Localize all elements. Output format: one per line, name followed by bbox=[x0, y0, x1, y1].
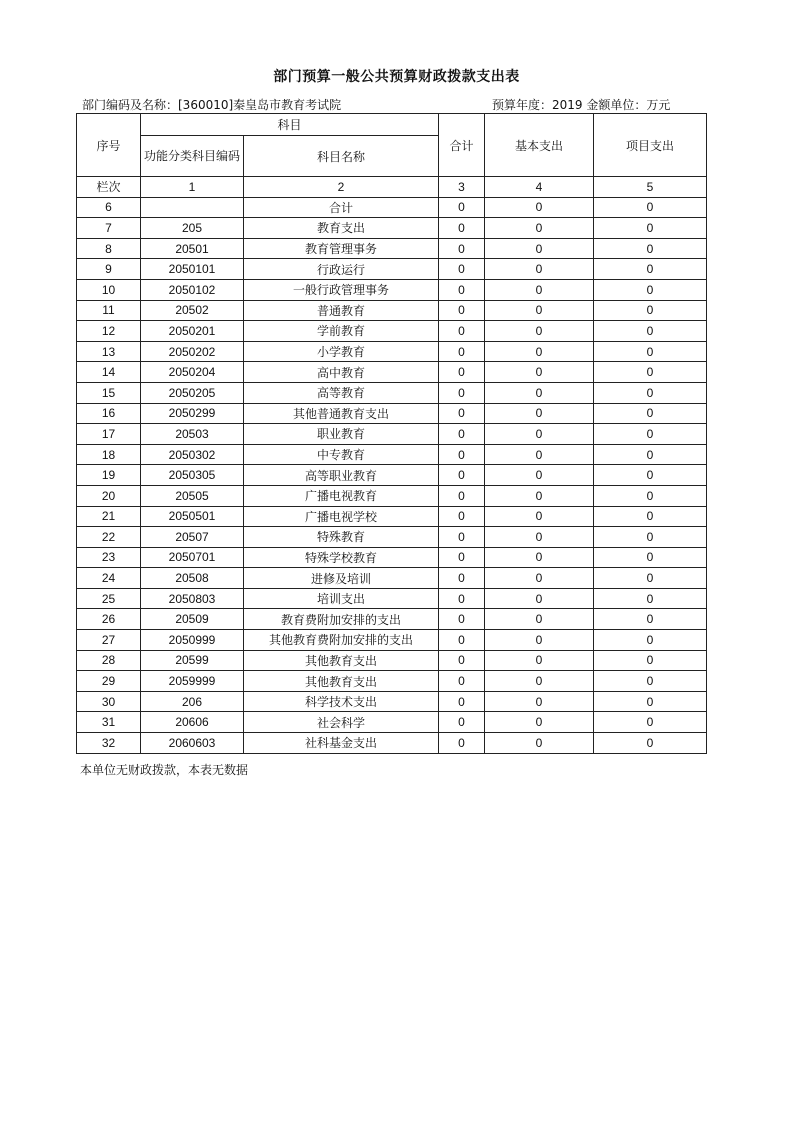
header-code: 功能分类科目编码 bbox=[141, 136, 244, 177]
cell-basic: 0 bbox=[485, 733, 594, 754]
cell-total: 0 bbox=[439, 465, 485, 486]
cell-basic: 0 bbox=[485, 609, 594, 630]
table-row bbox=[77, 465, 707, 486]
cell-name: 教育管理事务 bbox=[244, 238, 439, 259]
cell-total: 0 bbox=[439, 588, 485, 609]
cell-total: 0 bbox=[439, 733, 485, 754]
cell-total: 0 bbox=[439, 444, 485, 465]
cell-project: 0 bbox=[594, 588, 707, 609]
cell-name: 社会科学 bbox=[244, 712, 439, 733]
cell-basic: 0 bbox=[485, 321, 594, 342]
cell-project: 0 bbox=[594, 506, 707, 527]
cell-seq: 16 bbox=[77, 403, 141, 424]
cell-name: 一般行政管理事务 bbox=[244, 279, 439, 300]
cell-basic: 0 bbox=[485, 547, 594, 568]
cell-seq: 18 bbox=[77, 444, 141, 465]
cell-seq: 9 bbox=[77, 259, 141, 280]
cell-total: 0 bbox=[439, 650, 485, 671]
cell-code: 20507 bbox=[141, 527, 244, 548]
cell-project: 0 bbox=[594, 671, 707, 692]
footnote: 本单位无财政拨款，本表无数据 bbox=[80, 763, 249, 777]
cell-total: 0 bbox=[439, 238, 485, 259]
cell-code: 20509 bbox=[141, 609, 244, 630]
cell-project: 0 bbox=[594, 485, 707, 506]
cell-project: 0 bbox=[594, 424, 707, 445]
cell-basic: 0 bbox=[485, 279, 594, 300]
cell-seq: 15 bbox=[77, 382, 141, 403]
cell-code: 20508 bbox=[141, 568, 244, 589]
table-row bbox=[77, 485, 707, 506]
cell-seq: 24 bbox=[77, 568, 141, 589]
cell-total: 0 bbox=[439, 712, 485, 733]
cell-code: 20599 bbox=[141, 650, 244, 671]
cell-total: 0 bbox=[439, 527, 485, 548]
header-name: 科目名称 bbox=[244, 136, 439, 177]
table-row bbox=[77, 630, 707, 651]
cell-project: 0 bbox=[594, 197, 707, 218]
cell-project: 0 bbox=[594, 650, 707, 671]
cell-basic: 0 bbox=[485, 238, 594, 259]
cell-project: 0 bbox=[594, 691, 707, 712]
cell-code: 2050305 bbox=[141, 465, 244, 486]
header-subject-group: 科目 bbox=[141, 114, 439, 136]
cell-seq: 10 bbox=[77, 279, 141, 300]
cell-name: 特殊教育 bbox=[244, 527, 439, 548]
header-seq: 序号 bbox=[77, 114, 141, 177]
cell-basic: 0 bbox=[485, 671, 594, 692]
cell-code bbox=[141, 197, 244, 218]
cell-seq: 13 bbox=[77, 341, 141, 362]
cell-basic: 0 bbox=[485, 197, 594, 218]
cell-code: 20505 bbox=[141, 485, 244, 506]
cell-total: 0 bbox=[439, 403, 485, 424]
table-row bbox=[77, 527, 707, 548]
page-title: 部门预算一般公共预算财政拨款支出表 bbox=[273, 69, 520, 85]
cell-total: 0 bbox=[439, 259, 485, 280]
cell-project: 0 bbox=[594, 403, 707, 424]
department-info: 部门编码及名称：[360010]秦皇岛市教育考试院 bbox=[82, 98, 342, 112]
cell-project: 0 bbox=[594, 568, 707, 589]
cell-basic: 0 bbox=[485, 630, 594, 651]
cell-basic: 0 bbox=[485, 424, 594, 445]
cell-total: 0 bbox=[439, 609, 485, 630]
cell-basic: 0 bbox=[485, 506, 594, 527]
cell-code: 2050803 bbox=[141, 588, 244, 609]
cell-code: 20606 bbox=[141, 712, 244, 733]
table-row bbox=[77, 547, 707, 568]
expenditure-table bbox=[76, 113, 707, 754]
cell-basic: 0 bbox=[485, 218, 594, 239]
cell-seq: 7 bbox=[77, 218, 141, 239]
cell-name: 其他教育支出 bbox=[244, 650, 439, 671]
table-row bbox=[77, 671, 707, 692]
cell-total: 0 bbox=[439, 341, 485, 362]
cell-total: 0 bbox=[439, 218, 485, 239]
cell-seq: 23 bbox=[77, 547, 141, 568]
cell-project: 0 bbox=[594, 218, 707, 239]
cell-seq: 8 bbox=[77, 238, 141, 259]
cell-basic: 0 bbox=[485, 300, 594, 321]
cell-project: 0 bbox=[594, 465, 707, 486]
col-index-5: 5 bbox=[594, 177, 707, 198]
cell-seq: 17 bbox=[77, 424, 141, 445]
cell-basic: 0 bbox=[485, 341, 594, 362]
cell-name: 学前教育 bbox=[244, 321, 439, 342]
cell-name: 教育费附加安排的支出 bbox=[244, 609, 439, 630]
cell-seq: 29 bbox=[77, 671, 141, 692]
cell-name: 普通教育 bbox=[244, 300, 439, 321]
cell-name: 教育支出 bbox=[244, 218, 439, 239]
cell-code: 2050299 bbox=[141, 403, 244, 424]
cell-name: 科学技术支出 bbox=[244, 691, 439, 712]
cell-basic: 0 bbox=[485, 465, 594, 486]
cell-code: 2050999 bbox=[141, 630, 244, 651]
cell-seq: 19 bbox=[77, 465, 141, 486]
table-row bbox=[77, 382, 707, 403]
cell-name: 特殊学校教育 bbox=[244, 547, 439, 568]
table-row bbox=[77, 506, 707, 527]
cell-basic: 0 bbox=[485, 588, 594, 609]
table-row bbox=[77, 444, 707, 465]
cell-seq: 31 bbox=[77, 712, 141, 733]
cell-seq: 11 bbox=[77, 300, 141, 321]
cell-name: 社科基金支出 bbox=[244, 733, 439, 754]
table-row bbox=[77, 733, 707, 754]
cell-seq: 14 bbox=[77, 362, 141, 383]
cell-basic: 0 bbox=[485, 712, 594, 733]
cell-seq: 32 bbox=[77, 733, 141, 754]
cell-total: 0 bbox=[439, 485, 485, 506]
table-row bbox=[77, 300, 707, 321]
cell-project: 0 bbox=[594, 630, 707, 651]
cell-name: 进修及培训 bbox=[244, 568, 439, 589]
cell-name: 其他普通教育支出 bbox=[244, 403, 439, 424]
table-row bbox=[77, 712, 707, 733]
col-index-1: 1 bbox=[141, 177, 244, 198]
cell-total: 0 bbox=[439, 671, 485, 692]
cell-code: 2050202 bbox=[141, 341, 244, 362]
cell-project: 0 bbox=[594, 321, 707, 342]
cell-basic: 0 bbox=[485, 382, 594, 403]
cell-basic: 0 bbox=[485, 403, 594, 424]
cell-seq: 30 bbox=[77, 691, 141, 712]
cell-total: 0 bbox=[439, 382, 485, 403]
cell-total: 0 bbox=[439, 506, 485, 527]
cell-basic: 0 bbox=[485, 650, 594, 671]
cell-code: 2050701 bbox=[141, 547, 244, 568]
cell-project: 0 bbox=[594, 733, 707, 754]
table-row bbox=[77, 279, 707, 300]
cell-code: 206 bbox=[141, 691, 244, 712]
cell-project: 0 bbox=[594, 362, 707, 383]
cell-project: 0 bbox=[594, 300, 707, 321]
cell-name: 小学教育 bbox=[244, 341, 439, 362]
col-index-4: 4 bbox=[485, 177, 594, 198]
cell-code: 2050204 bbox=[141, 362, 244, 383]
cell-basic: 0 bbox=[485, 691, 594, 712]
table-row bbox=[77, 197, 707, 218]
table-body bbox=[77, 197, 707, 753]
cell-basic: 0 bbox=[485, 362, 594, 383]
cell-basic: 0 bbox=[485, 444, 594, 465]
cell-name: 广播电视学校 bbox=[244, 506, 439, 527]
cell-total: 0 bbox=[439, 362, 485, 383]
cell-total: 0 bbox=[439, 630, 485, 651]
table-row bbox=[77, 691, 707, 712]
cell-project: 0 bbox=[594, 547, 707, 568]
table-row bbox=[77, 609, 707, 630]
cell-seq: 25 bbox=[77, 588, 141, 609]
cell-code: 2050201 bbox=[141, 321, 244, 342]
table-row bbox=[77, 341, 707, 362]
cell-project: 0 bbox=[594, 712, 707, 733]
table-row bbox=[77, 362, 707, 383]
cell-total: 0 bbox=[439, 197, 485, 218]
budget-year-unit: 预算年度：2019 金额单位：万元 bbox=[492, 98, 671, 112]
cell-seq: 22 bbox=[77, 527, 141, 548]
cell-code: 20503 bbox=[141, 424, 244, 445]
cell-seq: 6 bbox=[77, 197, 141, 218]
cell-code: 2050302 bbox=[141, 444, 244, 465]
cell-project: 0 bbox=[594, 444, 707, 465]
cell-basic: 0 bbox=[485, 527, 594, 548]
cell-code: 20502 bbox=[141, 300, 244, 321]
table-row bbox=[77, 218, 707, 239]
cell-seq: 26 bbox=[77, 609, 141, 630]
cell-code: 20501 bbox=[141, 238, 244, 259]
cell-basic: 0 bbox=[485, 485, 594, 506]
cell-name: 其他教育支出 bbox=[244, 671, 439, 692]
header-basic: 基本支出 bbox=[485, 114, 594, 177]
cell-name: 合计 bbox=[244, 197, 439, 218]
cell-total: 0 bbox=[439, 300, 485, 321]
cell-project: 0 bbox=[594, 609, 707, 630]
cell-code: 2059999 bbox=[141, 671, 244, 692]
col-index-3: 3 bbox=[439, 177, 485, 198]
table-row bbox=[77, 403, 707, 424]
cell-project: 0 bbox=[594, 382, 707, 403]
cell-total: 0 bbox=[439, 424, 485, 445]
cell-code: 2060603 bbox=[141, 733, 244, 754]
header-total: 合计 bbox=[439, 114, 485, 177]
cell-project: 0 bbox=[594, 527, 707, 548]
table-row bbox=[77, 424, 707, 445]
cell-code: 2050501 bbox=[141, 506, 244, 527]
cell-name: 中专教育 bbox=[244, 444, 439, 465]
cell-seq: 27 bbox=[77, 630, 141, 651]
cell-total: 0 bbox=[439, 568, 485, 589]
cell-total: 0 bbox=[439, 547, 485, 568]
cell-name: 广播电视教育 bbox=[244, 485, 439, 506]
cell-name: 职业教育 bbox=[244, 424, 439, 445]
cell-code: 205 bbox=[141, 218, 244, 239]
table-row bbox=[77, 568, 707, 589]
cell-name: 其他教育费附加安排的支出 bbox=[244, 630, 439, 651]
cell-seq: 20 bbox=[77, 485, 141, 506]
cell-basic: 0 bbox=[485, 259, 594, 280]
cell-total: 0 bbox=[439, 691, 485, 712]
cell-project: 0 bbox=[594, 279, 707, 300]
col-index-2: 2 bbox=[244, 177, 439, 198]
header-project: 项目支出 bbox=[594, 114, 707, 177]
cell-name: 高等教育 bbox=[244, 382, 439, 403]
cell-basic: 0 bbox=[485, 568, 594, 589]
table-row bbox=[77, 238, 707, 259]
cell-name: 行政运行 bbox=[244, 259, 439, 280]
cell-code: 2050102 bbox=[141, 279, 244, 300]
cell-name: 高等职业教育 bbox=[244, 465, 439, 486]
table-row bbox=[77, 588, 707, 609]
cell-project: 0 bbox=[594, 238, 707, 259]
cell-total: 0 bbox=[439, 279, 485, 300]
column-index-row bbox=[77, 177, 707, 198]
cell-name: 培训支出 bbox=[244, 588, 439, 609]
cell-project: 0 bbox=[594, 341, 707, 362]
cell-project: 0 bbox=[594, 259, 707, 280]
table-row bbox=[77, 650, 707, 671]
table-row bbox=[77, 259, 707, 280]
cell-name: 高中教育 bbox=[244, 362, 439, 383]
cell-seq: 21 bbox=[77, 506, 141, 527]
cell-code: 2050205 bbox=[141, 382, 244, 403]
cell-total: 0 bbox=[439, 321, 485, 342]
cell-code: 2050101 bbox=[141, 259, 244, 280]
table-row bbox=[77, 321, 707, 342]
cell-seq: 12 bbox=[77, 321, 141, 342]
col-index-label: 栏次 bbox=[77, 177, 141, 198]
cell-seq: 28 bbox=[77, 650, 141, 671]
